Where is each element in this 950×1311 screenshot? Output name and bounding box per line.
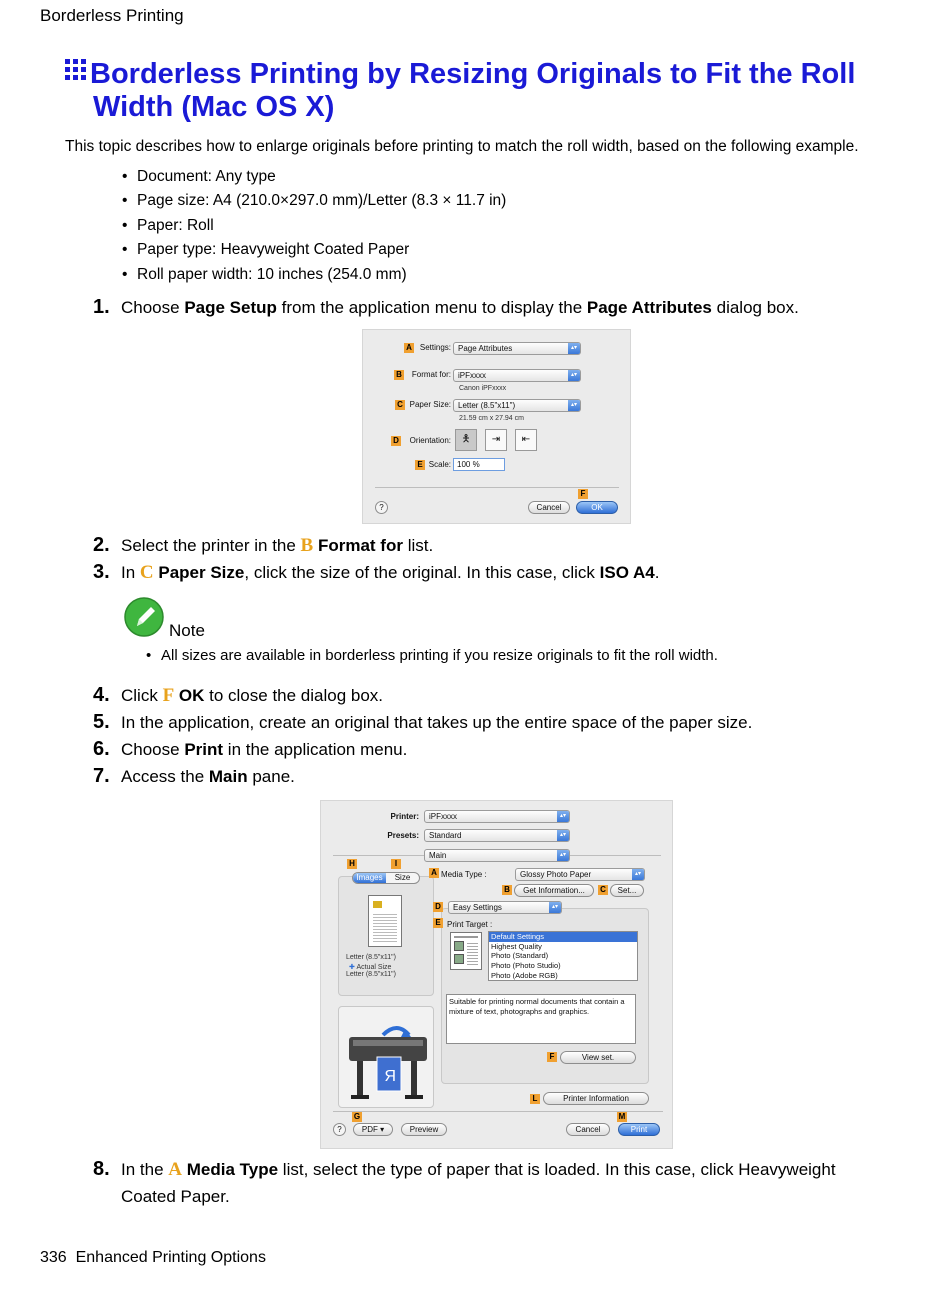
- chevron-updown-icon: ▴▾: [549, 902, 561, 913]
- note-label: Note: [169, 621, 205, 640]
- callout-f: F: [547, 1052, 557, 1062]
- help-button[interactable]: ?: [375, 501, 388, 514]
- list-item: • Paper type: Heavyweight Coated Paper: [122, 239, 506, 263]
- format-for-popup[interactable]: iPFxxxx ▴▾: [453, 369, 581, 382]
- print-target-list[interactable]: [488, 931, 638, 981]
- presets-popup[interactable]: Standard ▴▾: [424, 829, 570, 842]
- list-item[interactable]: Photo (Adobe RGB): [491, 970, 558, 980]
- preview-button[interactable]: Preview: [401, 1123, 447, 1136]
- callout-e: E: [415, 460, 425, 470]
- print-dialog: [320, 800, 673, 1149]
- large-format-printer-icon: [339, 1007, 435, 1109]
- landscape-orientation-button[interactable]: [485, 429, 507, 451]
- list-item: • Page size: A4 (210.0×297.0 mm)/Letter (8.3 × 11.7 in): [122, 190, 506, 214]
- chevron-updown-icon: ▴▾: [557, 830, 569, 841]
- chevron-updown-icon: ▴▾: [568, 370, 580, 381]
- tab-size[interactable]: Size: [394, 873, 411, 882]
- portrait-icon: 🯅: [461, 434, 471, 445]
- title-line2: Width (Mac OS X): [93, 91, 335, 123]
- step-2: 2. Select the printer in the B Format for list.: [93, 534, 434, 556]
- running-header: Borderless Printing: [40, 6, 184, 25]
- callout-c: C: [598, 885, 608, 895]
- callout-i: I: [391, 859, 401, 869]
- pdf-button[interactable]: PDF ▾: [353, 1123, 393, 1136]
- callout-a: A: [429, 868, 439, 878]
- svg-text:R: R: [384, 1068, 396, 1085]
- paper-size-popup[interactable]: Letter (8.5"x11") ▴▾: [453, 399, 581, 412]
- reverse-landscape-orientation-button[interactable]: [515, 429, 537, 451]
- arrow-down-icon: ✚: [349, 964, 355, 971]
- settings-popup[interactable]: Page Attributes ▴▾: [453, 342, 581, 355]
- settings-mode-popup[interactable]: Easy Settings ▴▾: [448, 901, 562, 914]
- format-label: Format for:: [411, 370, 451, 379]
- scale-input[interactable]: 100 %: [453, 458, 505, 471]
- step-7: 7. Access the Main pane.: [93, 765, 295, 787]
- step-8: 8. In the A Media Type list, select the type of paper that is loaded. In this case, click Heavyweight Coated Paper.: [93, 1158, 836, 1206]
- chevron-updown-icon: ▴▾: [632, 869, 644, 880]
- help-button[interactable]: ?: [333, 1123, 346, 1136]
- intro-text: This topic describes how to enlarge originals before printing to match the roll width, based on the following example.: [65, 138, 859, 155]
- page-title: [65, 58, 905, 124]
- grid-icon: [65, 59, 87, 81]
- ok-button[interactable]: OK: [576, 501, 618, 514]
- page-setup-dialog: [362, 329, 631, 524]
- page-preview: [368, 895, 402, 947]
- callout-b: B: [502, 885, 512, 895]
- size-mode: ✚ Actual Size: [349, 964, 392, 971]
- list-item: • Paper: Roll: [122, 215, 506, 239]
- view-set-button[interactable]: View set.: [560, 1051, 636, 1064]
- format-subtext: Canon iPFxxxx: [459, 385, 507, 392]
- page-footer: [40, 1249, 266, 1267]
- callout-g: G: [353, 1112, 361, 1121]
- title-line1: Borderless Printing by Resizing Originals to Fit the Roll: [90, 58, 856, 90]
- callout-h: H: [347, 859, 357, 869]
- callout-d: D: [391, 436, 401, 446]
- cancel-button[interactable]: Cancel: [566, 1123, 610, 1136]
- printer-label: Printer:: [390, 812, 419, 821]
- footer-section: Enhanced Printing Options: [75, 1249, 266, 1266]
- pane-popup[interactable]: Main ▴▾: [424, 849, 570, 862]
- orientation-label: Orientation:: [409, 436, 451, 445]
- size-output: Letter (8.5"x11"): [346, 971, 396, 978]
- printer-information-button[interactable]: Printer Information: [543, 1092, 649, 1105]
- size-original: Letter (8.5"x11"): [346, 954, 396, 961]
- list-item[interactable]: Photo (Standard): [491, 951, 549, 961]
- callout-d: D: [433, 902, 443, 912]
- step-5: 5. In the application, create an original that takes up the entire space of the paper size.: [93, 711, 753, 733]
- paper-size-label: Paper Size:: [409, 400, 451, 409]
- divider: [375, 487, 619, 488]
- note-text: • All sizes are available in borderless printing if you resize originals to fit the roll width.: [146, 647, 718, 664]
- pencil-note-icon: [124, 597, 166, 637]
- callout-l: L: [530, 1094, 540, 1104]
- preview-text-lines: [373, 912, 397, 942]
- list-item[interactable]: Photo (Photo Studio): [491, 961, 561, 971]
- portrait-orientation-button[interactable]: [455, 429, 477, 451]
- settings-label: Settings:: [419, 343, 451, 352]
- example-list: [122, 166, 506, 288]
- callout-m: M: [618, 1112, 626, 1121]
- page-number: 336: [40, 1249, 67, 1266]
- step-4: 4. Click F OK to close the dialog box.: [93, 684, 384, 706]
- cancel-button[interactable]: Cancel: [528, 501, 570, 514]
- list-item[interactable]: Default Settings: [489, 932, 637, 942]
- scale-label: Scale:: [428, 460, 451, 469]
- callout-f: F: [578, 489, 588, 499]
- step-6: 6. Choose Print in the application menu.: [93, 738, 408, 760]
- step-1: 1. Choose Page Setup from the application menu to display the Page Attributes dialog box.: [93, 296, 799, 318]
- presets-label: Presets:: [387, 831, 419, 840]
- preview-image: [373, 901, 382, 908]
- media-type-label: Media Type :: [441, 870, 487, 879]
- chevron-updown-icon: ▴▾: [557, 811, 569, 822]
- printer-popup[interactable]: iPFxxxx ▴▾: [424, 810, 570, 823]
- chevron-updown-icon: ▴▾: [568, 343, 580, 354]
- images-size-tabs: [352, 872, 420, 884]
- print-target-thumbnail: [450, 932, 482, 970]
- callout-b: B: [394, 370, 404, 380]
- list-item: • Document: Any type: [122, 166, 506, 190]
- callout-c: C: [395, 400, 405, 410]
- description-box: Suitable for printing normal documents that contain a mixture of text, photographs and graphics.: [446, 994, 636, 1044]
- list-item[interactable]: Highest Quality: [491, 941, 542, 951]
- media-type-popup[interactable]: Glossy Photo Paper ▴▾: [515, 868, 645, 881]
- paper-size-subtext: 21.59 cm x 27.94 cm: [459, 415, 524, 422]
- print-target-label: Print Target :: [447, 920, 493, 929]
- divider: [333, 1111, 663, 1112]
- chevron-updown-icon: ▴▾: [568, 400, 580, 411]
- tab-images[interactable]: Images: [353, 873, 386, 883]
- list-item: • Roll paper width: 10 inches (254.0 mm): [122, 264, 506, 288]
- print-button[interactable]: Print: [618, 1123, 660, 1136]
- set-button[interactable]: Set...: [610, 884, 644, 897]
- callout-a: A: [404, 343, 414, 353]
- chevron-updown-icon: ▴▾: [557, 850, 569, 861]
- callout-e: E: [433, 918, 443, 928]
- reverse-landscape-icon: ⇤: [521, 434, 531, 445]
- landscape-icon: ⇥: [491, 434, 501, 445]
- get-information-button[interactable]: Get Information...: [514, 884, 594, 897]
- step-3: 3. In C Paper Size, click the size of the original. In this case, click ISO A4.: [93, 561, 660, 583]
- printer-illustration-panel: [338, 1006, 434, 1108]
